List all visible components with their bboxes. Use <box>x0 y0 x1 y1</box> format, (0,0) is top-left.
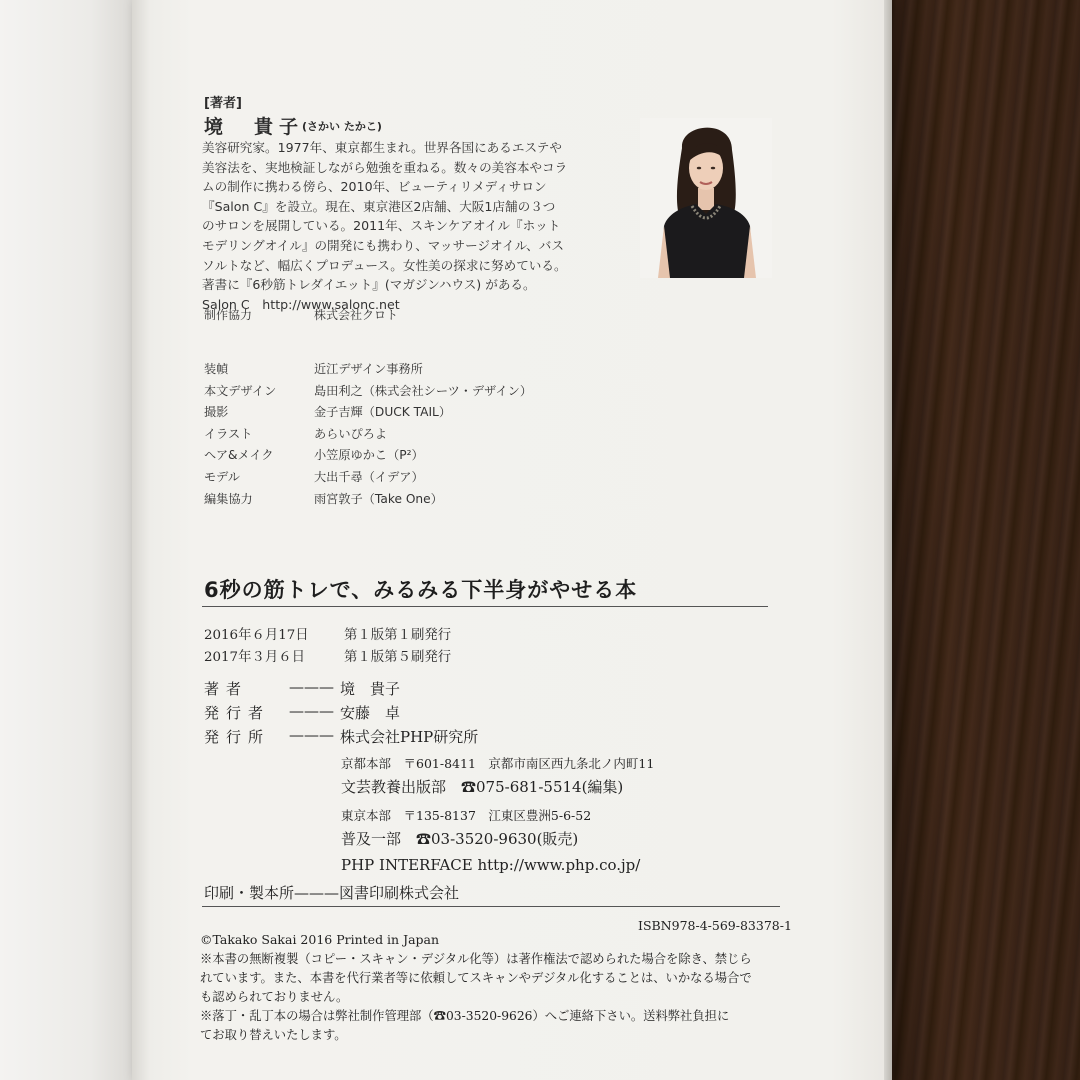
tokyo-address: 東京本部 〒135-8137 江東区豊洲5-6-52 <box>341 808 592 823</box>
printer-line: 印刷・製本所———図書印刷株式会社 <box>204 884 460 902</box>
credit-role: モデル <box>204 469 240 484</box>
edition-date: 2016年６月17日 <box>204 628 309 643</box>
kyoto-address: 京都本部 〒601-8411 京都市南区西九条北ノ内町11 <box>341 756 655 771</box>
note-line: れています。また、本書を代行業者等に依頼してスキャンやデジタル化することは、いかなる場合で <box>200 971 752 985</box>
note-line: ※本書の無断複製（コピー・スキャン・デジタル化等）は著作権法で認められた場合を除き、禁じら <box>200 952 752 966</box>
author-name-reading: (さかい たかこ) <box>302 120 382 133</box>
author-bio <box>202 138 567 314</box>
colophon-value: 株式会社PHP研究所 <box>340 728 479 746</box>
note-line: も認められておりません。 <box>200 990 349 1004</box>
colophon-value: 安藤 卓 <box>340 704 401 722</box>
edition-date: 2017年３月６日 <box>204 650 306 665</box>
copyright: ©Takako Sakai 2016 Printed in Japan <box>200 932 440 947</box>
bio-line: のサロンを展開している。2011年、スキンケアオイル『ホット <box>202 218 561 234</box>
bio-line: 『Salon C』を設立。現在、東京港区2店舗、大阪1店舗の３つ <box>202 198 556 214</box>
credit-name: 島田利之（株式会社シーツ・デザイン） <box>314 383 533 398</box>
credit-role: 編集協力 <box>204 491 253 506</box>
edition-print: 第１版第５刷発行 <box>344 650 452 665</box>
fukyu-contact: 普及一部 ☎03-3520-9630(販売) <box>341 830 579 848</box>
bio-line: 著書に『6秒筋トレダイエット』(マガジンハウス) がある。 <box>202 277 536 293</box>
bio-line: モデリングオイル』の開発にも携わり、マッサージオイル、バス <box>202 237 564 253</box>
book-title: 6秒の筋トレで、みるみる下半身がやせる本 <box>204 578 638 602</box>
production-label: 制作協力 <box>204 308 253 322</box>
credit-name: 金子吉輝（DUCK TAIL） <box>314 405 452 420</box>
colophon-label: 著者 <box>204 680 249 698</box>
title-divider <box>202 606 768 607</box>
credit-role: 装幀 <box>204 362 229 376</box>
footer-divider <box>202 906 780 907</box>
colophon-label: 発行所 <box>204 728 271 746</box>
colophon-value: 境 貴子 <box>340 680 401 698</box>
bio-line: 美容研究家。1977年、東京都生まれ。世界各国にあるエステや <box>202 140 562 155</box>
php-interface-url: PHP INTERFACE http://www.php.co.jp/ <box>341 856 641 874</box>
bio-line: ソルトなど、幅広くプロデュース。女性美の探求に努めている。 <box>202 257 567 273</box>
author-name: 境 貴子 <box>204 116 305 138</box>
credit-name: 雨宮敦子（Take One） <box>314 491 443 506</box>
credit-role: イラスト <box>204 426 253 441</box>
author-tag: [著者] <box>204 96 242 111</box>
credit-name: あらいぴろよ <box>314 426 388 441</box>
bungei-contact: 文芸教養出版部 ☎075-681-5514(編集) <box>341 778 624 796</box>
page-edge <box>884 0 892 1080</box>
author-photo <box>640 118 772 278</box>
colophon-label: 発行者 <box>204 704 271 722</box>
edition-print: 第１版第１刷発行 <box>344 628 452 643</box>
table-shadow <box>860 0 1080 1080</box>
credit-role: 撮影 <box>204 405 229 420</box>
production-value: 株式会社クロト <box>314 308 399 322</box>
bio-line: ムの制作に携わる傍ら、2010年、ビューティリメディサロン <box>202 179 547 195</box>
bio-line: 美容法を、実地検証しながら勉強を重ねる。数々の美容本やコラ <box>202 159 568 175</box>
note-line: てお取り替えいたします。 <box>200 1028 347 1042</box>
credit-name: 近江デザイン事務所 <box>314 362 423 376</box>
bio-line: Salon C http://www.salonc.net <box>202 296 400 312</box>
note-line: ※落丁・乱丁本の場合は弊社制作管理部（☎03-3520-9626）へご連絡下さい。送料弊社負担に <box>200 1009 730 1023</box>
credit-role: ヘア&メイク <box>204 448 274 463</box>
left-book-page <box>0 0 150 1080</box>
colophon-dash: ——— <box>289 678 334 696</box>
credit-name: 小笠原ゆかこ（P²） <box>314 448 424 463</box>
colophon-dash: ——— <box>289 702 334 720</box>
credit-role: 本文デザイン <box>204 383 277 398</box>
author-portrait-illustration <box>640 118 772 278</box>
isbn: ISBN978-4-569-83378-1 <box>638 918 792 933</box>
legal-notes <box>200 950 752 1045</box>
colophon-dash: ——— <box>289 726 334 744</box>
credit-name: 大出千尋（イデア） <box>314 469 424 484</box>
